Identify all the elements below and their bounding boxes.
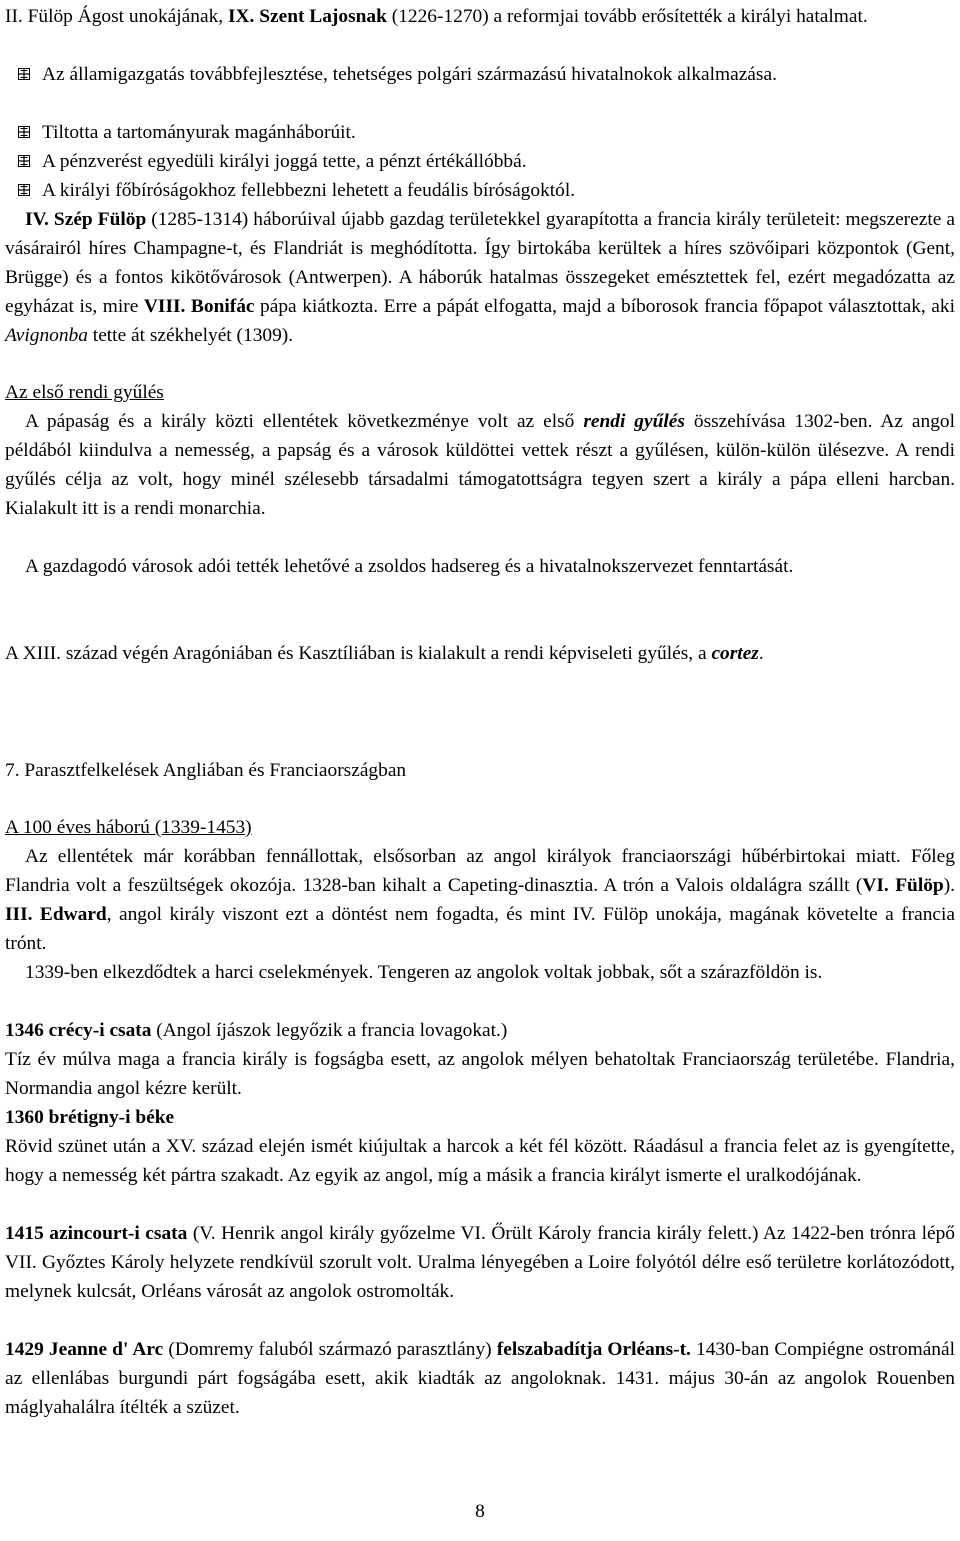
text: .	[758, 643, 764, 664]
heading-bretigny: 1360 brétigny-i béke	[5, 1107, 175, 1128]
section-heading-7: 7. Parasztfelkelések Angliában és Franciaországban	[5, 760, 407, 781]
bold-name: III. Edward	[5, 904, 107, 925]
bullet-text: Az államigazgatás továbbfejlesztése, tehetséges polgári származású hivatalnokok alkalmazása.	[42, 64, 777, 85]
bullet-text: Tiltotta a tartományurak magánháborúit.	[42, 122, 356, 143]
text: (Angol íjászok legyőzik a francia lovagokat.)	[151, 1020, 508, 1041]
bold-event: 1415 azincourt-i csata	[5, 1223, 188, 1244]
bullet-item	[5, 176, 955, 205]
bullet-item	[5, 147, 955, 176]
page-number: 8	[475, 1501, 485, 1522]
paragraph-jeanne-darc	[5, 1335, 955, 1422]
cross-bullet-icon	[18, 68, 30, 80]
paragraph-1339: 1339-ben elkezdődtek a harci cselekmények. Tengeren az angolok voltak jobbak, sőt a szárazföldön is.	[25, 962, 823, 983]
bold-name: IV. Szép Fülöp	[25, 209, 147, 230]
text: (1285-1314) háborúival újabb gazdag területekkel gyarapította a francia király területeit: megszerezte a vásárairól híres Champagne-t, és Flandriát is meghódította. Így birtokába kerültek a híres szövőipari központok (Gent, Brügge) és a fontos kikötővárosok (Antwerpen). A háborúk hatalmas összegeket emésztettek fel, ezért megadózatta az egyházat is, mire	[5, 209, 955, 317]
bullet-text: A királyi főbíróságokhoz fellebbezni lehetett a feudális bíróságoktól.	[42, 180, 576, 201]
text: 1430-ban Compiégne ostrománál az ellenlábas burgundi párt fogságába esett, akik kiadták az angoloknak. 1431. május 30-án az angolok Rouenben máglyahalálra ítélték a szüzet.	[5, 1339, 955, 1418]
italic-place: Avignonba	[5, 325, 88, 346]
text: pápa kiátkozta. Erre a pápát elfogatta, majd a bíborosok francia főpapot választottak, aki	[254, 296, 956, 317]
paragraph-cities-taxes: A gazdagodó városok adói tették lehetővé a zsoldos hadsereg és a hivatalnokszervezet fenntartását.	[25, 556, 794, 577]
bullet-item	[5, 118, 955, 147]
bold-event: 1346 crécy-i csata	[5, 1020, 152, 1041]
bold-event: 1429 Jeanne d' Arc	[5, 1339, 164, 1360]
text: ).	[943, 875, 956, 896]
text: (V. Henrik angol király győzelme VI. Őrült Károly francia király felett.) Az 1422-ben trónra lépő VII. Győztes Károly helyzete rendkívül szorult volt. Uralma lényegében a Loire folyótól délre eső területre korlátozódott, melynek kulcsát, Orléans városát az angolok ostromolták.	[5, 1223, 955, 1302]
bold-event: felszabadítja Orléans-t.	[496, 1339, 691, 1360]
paragraph-cortez	[5, 639, 955, 668]
cross-bullet-icon	[18, 126, 30, 138]
bold-italic-term: cortez	[711, 643, 759, 664]
paragraph-conflicts	[5, 842, 955, 958]
bullet-text: A pénzverést egyedüli királyi joggá tette, a pénzt értékállóbbá.	[42, 151, 527, 172]
text: A XIII. század végén Aragóniában és Kasztíliában is kialakult a rendi képviseleti gyűlés, a	[5, 643, 712, 664]
bold-name: VIII. Bonifác	[143, 296, 255, 317]
heading-hundred-years-war: A 100 éves háború (1339-1453)	[5, 817, 252, 838]
text: A pápaság és a király közti ellentétek következménye volt az első	[25, 411, 584, 432]
cross-bullet-icon	[18, 184, 30, 196]
paragraph-xv-century: Rövid szünet után a XV. század elején ismét kiújultak a harcok a két fél között. Ráadásul a francia felet az is gyengítette, hogy a nemesség két pártra szakadt. Az egyik az angol, míg a másik a francia királyt ismerte el uralkodójának.	[5, 1136, 955, 1186]
text: tette át székhelyét (1309).	[87, 325, 294, 346]
paragraph-azincourt	[5, 1219, 955, 1306]
paragraph-saint-louis	[5, 2, 955, 31]
bold-italic-term: rendi gyűlés	[583, 411, 685, 432]
text: (Domremy faluból származó parasztlány)	[163, 1339, 497, 1360]
paragraph-estates-general	[5, 407, 955, 523]
paragraph-crecy	[5, 1016, 955, 1045]
bold-name: IX. Szent Lajosnak	[227, 6, 387, 27]
text: Az ellentétek már korábban fennállottak, elsősorban az angol királyok franciaországi hűbérbirtokai miatt. Főleg Flandria volt a feszültségek okozója. 1328-ban kihalt a Capeting-dinasztia. A trón a Valois oldalágra szállt (	[5, 846, 955, 896]
paragraph-philip-iv	[5, 205, 955, 350]
cross-bullet-icon	[18, 155, 30, 167]
text: II. Fülöp Ágost unokájának,	[5, 6, 228, 27]
bold-name: VI. Fülöp	[862, 875, 944, 896]
paragraph-ten-years: Tíz év múlva maga a francia király is fogságba esett, az angolok mélyen behatoltak Franciaország területébe. Flandria, Normandia angol kézre került.	[5, 1049, 955, 1099]
text: (1226-1270) a reformjai tovább erősítették a királyi hatalmat.	[386, 6, 868, 27]
bullet-item	[5, 60, 955, 89]
heading-first-estates: Az első rendi gyűlés	[5, 382, 164, 403]
text: , angol király viszont ezt a döntést nem fogadta, és mint IV. Fülöp unokája, magának követelte a francia trónt.	[5, 904, 956, 954]
text: összehívása 1302-ben. Az angol példából kiindulva a nemesség, a papság és a városok küldöttei vettek részt a gyűlésen, külön-külön ülésezve. A rendi gyűlés célja az volt, hogy minél szélesebb társadalmi támogatottságra tegyen szert a király a pápa elleni harcban. Kialakult itt is a rendi monarchia.	[5, 411, 956, 519]
